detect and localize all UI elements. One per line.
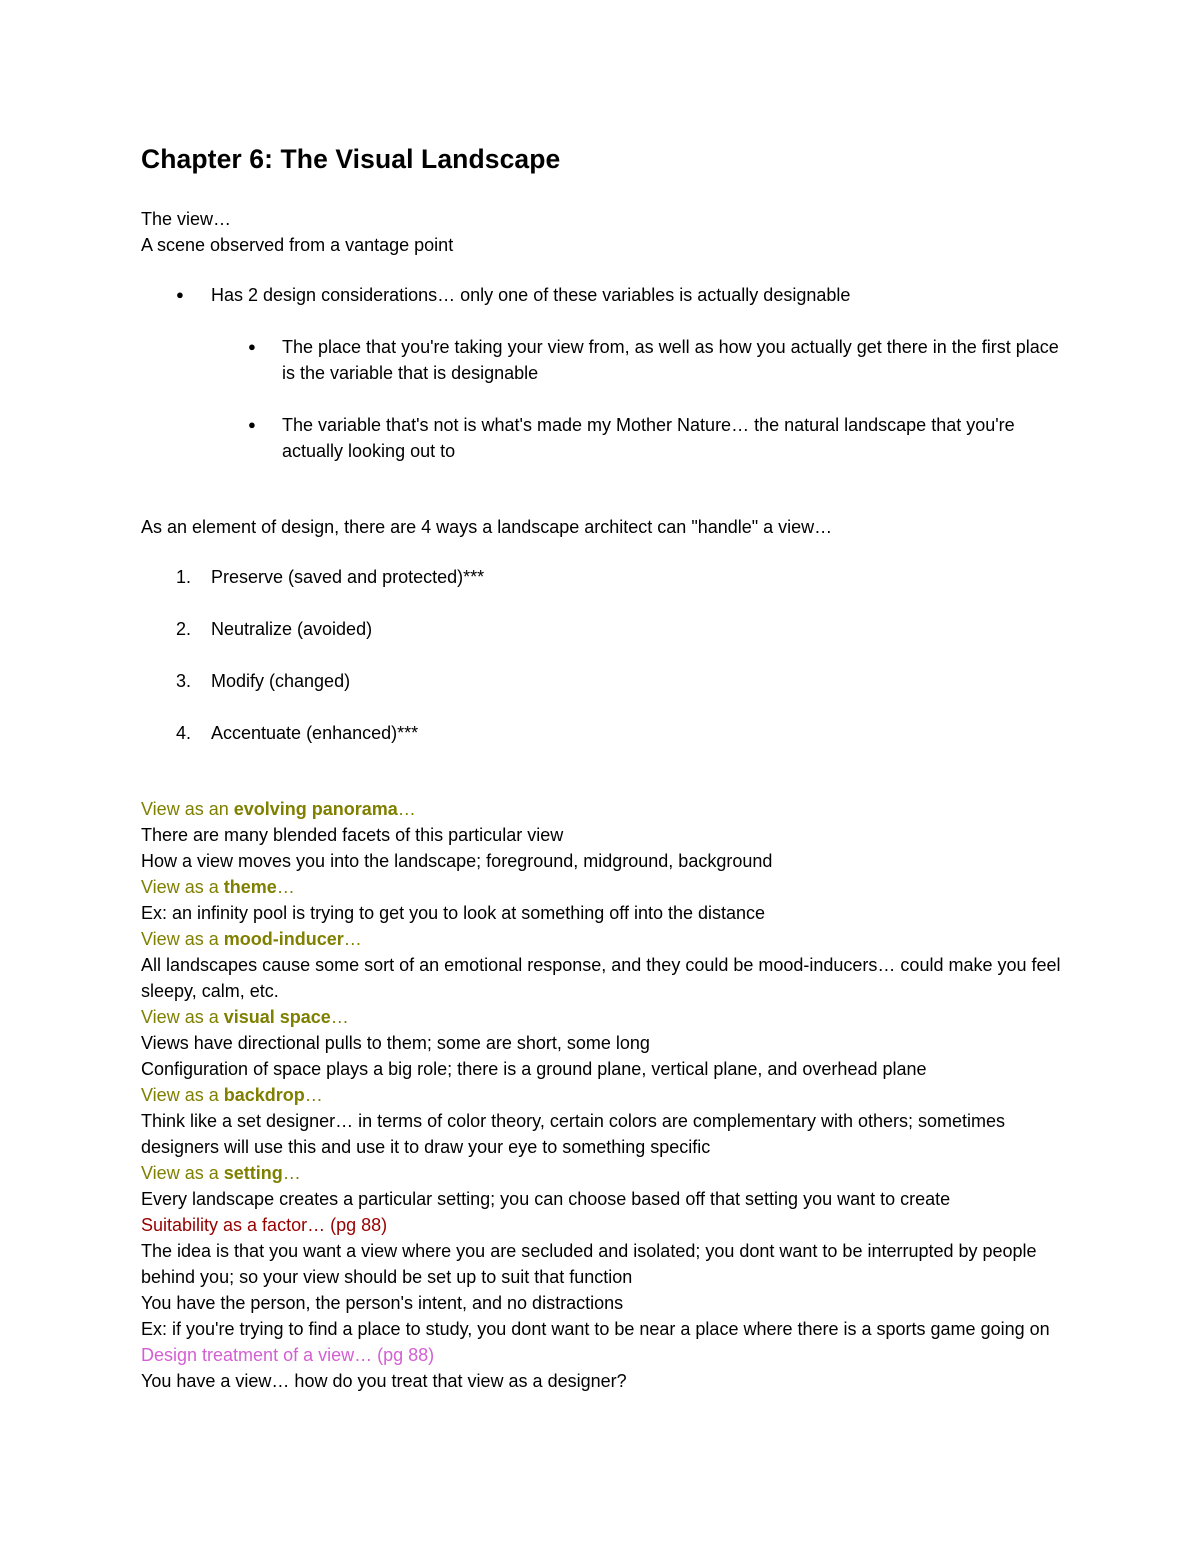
spacer — [141, 642, 1071, 668]
list-number: 1. — [176, 567, 192, 587]
list-item — [141, 282, 1071, 308]
bullet-text: The place that you're taking your view from, as well as how you actually get there in the first place is the variable that is designable — [282, 337, 1059, 383]
body-line: Views have directional pulls to them; some are short, some long — [141, 1033, 650, 1053]
section-heading-mood: View as a mood-inducer… — [141, 929, 362, 949]
list-text: Neutralize (avoided) — [211, 619, 373, 639]
section-heading-panorama: View as an evolving panorama… — [141, 799, 416, 819]
list-item — [141, 616, 1071, 642]
body-line: Ex: if you're trying to find a place to study, you dont want to be near a place where there is a sports game going on — [141, 1319, 1050, 1339]
section-heading-suitability: Suitability as a factor… (pg 88) — [141, 1215, 388, 1235]
list-number: 3. — [176, 671, 192, 691]
list-item — [141, 334, 1071, 386]
bullet-text: The variable that's not is what's made my Mother Nature… the natural landscape that you're actually looking out to — [282, 415, 1015, 461]
ways-list — [141, 564, 1071, 746]
body-line: Ex: an infinity pool is trying to get you to look at something off into the distance — [141, 903, 766, 923]
section-heading-theme: View as a theme… — [141, 877, 295, 897]
chapter-title: Chapter 6: The Visual Landscape — [141, 144, 561, 174]
body-line: How a view moves you into the landscape; foreground, midground, background — [141, 851, 773, 871]
body-line: Every landscape creates a particular setting; you can choose based off that setting you want to create — [141, 1189, 951, 1209]
body-line: Configuration of space plays a big role; there is a ground plane, vertical plane, and overhead plane — [141, 1059, 927, 1079]
bullet-icon: ● — [248, 339, 256, 354]
body-line: There are many blended facets of this particular view — [141, 825, 564, 845]
list-item — [141, 668, 1071, 694]
bullet-icon: ● — [176, 287, 184, 302]
body-line: Think like a set designer… in terms of color theory, certain colors are complementary with others; sometimes designers will use this and use it to draw your eye to something specific — [141, 1111, 1005, 1157]
bullet-list — [141, 282, 1071, 308]
ways-intro: As an element of design, there are 4 ways a landscape architect can "handle" a view… — [141, 517, 833, 537]
bullet-icon: ● — [248, 417, 256, 432]
section-heading-design-treatment: Design treatment of a view… (pg 88) — [141, 1345, 435, 1365]
spacer — [141, 694, 1071, 720]
list-item — [141, 720, 1071, 746]
list-number: 4. — [176, 723, 192, 743]
sub-bullet-list — [141, 334, 1071, 464]
section-heading-visual-space: View as a visual space… — [141, 1007, 349, 1027]
spacer — [141, 386, 1071, 412]
body-line: You have the person, the person's intent, and no distractions — [141, 1293, 624, 1313]
intro-line: A scene observed from a vantage point — [141, 235, 454, 255]
body-line: The idea is that you want a view where you are secluded and isolated; you dont want to be interrupted by people behind you; so your view should be set up to suit that function — [141, 1241, 1037, 1287]
list-text: Modify (changed) — [211, 671, 351, 691]
intro-line: The view… — [141, 209, 232, 229]
section-heading-setting: View as a setting… — [141, 1163, 301, 1183]
bullet-text: Has 2 design considerations… only one of these variables is actually designable — [211, 285, 851, 305]
list-item — [141, 412, 1071, 464]
body-line: All landscapes cause some sort of an emotional response, and they could be mood-inducers… could make you feel sleepy, calm, etc. — [141, 955, 1061, 1001]
spacer — [141, 590, 1071, 616]
list-text: Preserve (saved and protected)*** — [211, 567, 485, 587]
list-text: Accentuate (enhanced)*** — [211, 723, 419, 743]
list-item — [141, 564, 1071, 590]
list-number: 2. — [176, 619, 192, 639]
document-page — [141, 143, 1071, 1394]
body-line: You have a view… how do you treat that view as a designer? — [141, 1371, 627, 1391]
section-heading-backdrop: View as a backdrop… — [141, 1085, 323, 1105]
